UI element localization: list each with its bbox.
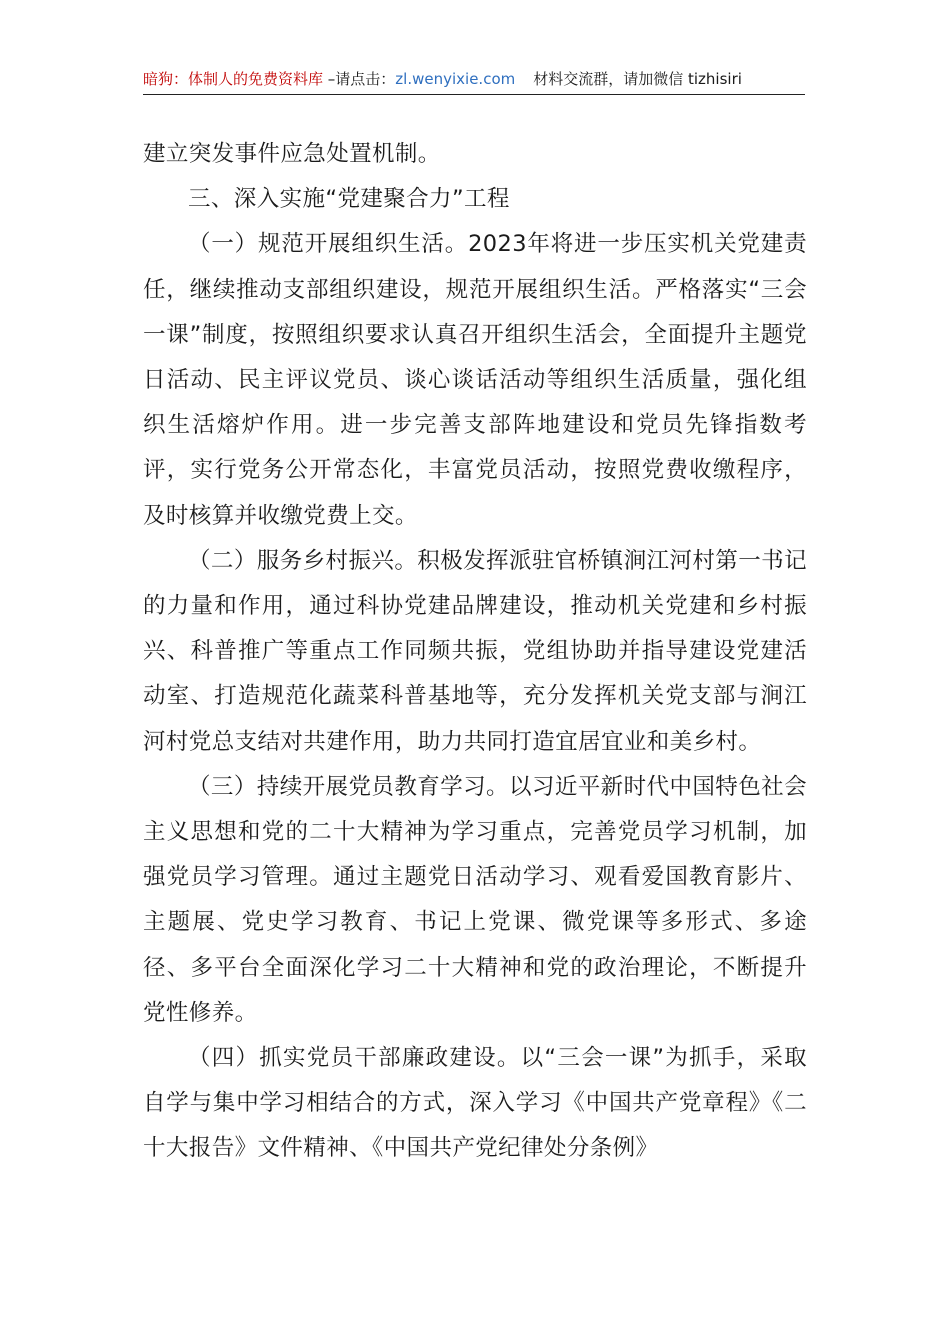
header-brand: 暗狗：体制人的免费资料库 (143, 70, 324, 88)
section-heading: 三、深入实施“党建聚合力”工程 (188, 186, 510, 213)
paragraph-item-2: （二）服务乡村振兴。积极发挥派驻官桥镇涧江河村第一书记的力量和作用，通过科协党建品牌建设，推动机关党建和乡村振兴、科普推广等重点工作同频共振，党组协助并指导建设党建活动室、打造规范化蔬菜科普基地等，充分发挥机关党支部与涧江河村党总支结对共建作用，助力共同打造宜居宜业和美乡村。 (143, 547, 807, 755)
paragraph-continuation: 建立突发事件应急处置机制。 (143, 141, 441, 167)
page-header (143, 68, 805, 95)
document-body (143, 132, 807, 1172)
header-click-prefix: –请点击： (323, 70, 396, 88)
paragraph-item-4: （四）抓实党员干部廉政建设。以“三会一课”为抓手，采取自学与集中学习相结合的方式，深入学习《中国共产党章程》《二十大报告》文件精神、《中国共产党纪律处分条例》 (143, 1045, 807, 1162)
header-group-notice: 材料交流群，请加微信 tizhisiri (533, 70, 742, 88)
paragraph-item-3: （三）持续开展党员教育学习。以习近平新时代中国特色社会主义思想和党的二十大精神为学习重点，完善党员学习机制，加强党员学习管理。通过主题党日活动学习、观看爱国教育影片、主题展、党史学习教育、书记上党课、微党课等多形式、多途径、多平台全面深化学习二十大精神和党的政治理论，不断提升党性修养。 (143, 773, 807, 1026)
paragraph-item-1: （一）规范开展组织生活。2023年将进一步压实机关党建责任，继续推动支部组织建设，规范开展组织生活。严格落实“三会一课”制度，按照组织要求认真召开组织生活会，全面提升主题党日活动、民主评议党员、谈心谈话活动等组织生活质量，强化组织生活熔炉作用。进一步完善支部阵地建设和党员先锋指数考评，实行党务公开常态化，丰富党员活动，按照党费收缴程序，及时核算并收缴党费上交。 (143, 231, 807, 529)
header-link[interactable]: zl.wenyixie.com (395, 70, 516, 88)
